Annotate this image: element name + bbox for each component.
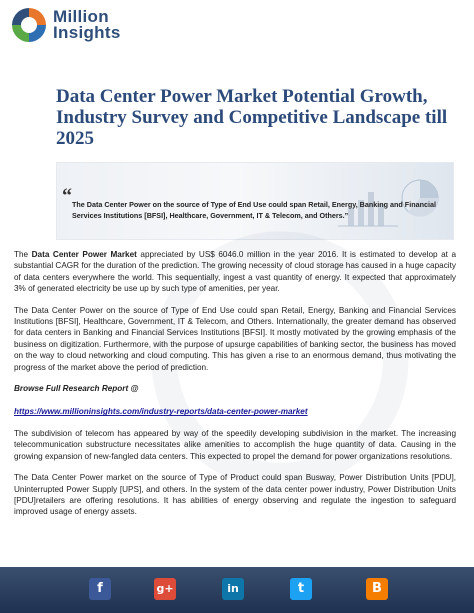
logo-line-1: Million <box>53 7 109 26</box>
paragraph-end-use: The Data Center Power on the source of Type of End Use could span Retail, Energy, Banking and Financial Services Institutions [BFSI], Healthcare, Government, IT & Telecom, and Others. Internationally, the greater demand has observed for data centers in Banking and Financial Services Institutions [BFSI]. It mostly motivated by the growing emphasis of the business on digitization. Furthermore, with the purpose of upsurge capabilities of banking sector, the business has moved on the way to cloud networking and cloud computing. This has given a rise to an enormous demand, thus motivating the progress of the market above the period of prediction. <box>14 305 456 372</box>
logo-line-2: Insights <box>53 23 121 42</box>
quote-banner <box>56 162 454 240</box>
blogger-icon[interactable]: B <box>366 578 388 600</box>
page-title: Data Center Power Market Potential Growth, Industry Survey and Competitive Landscape till 2025 <box>56 86 448 149</box>
open-quote-icon: “ <box>62 185 72 207</box>
company-logo <box>10 6 121 44</box>
linkedin-icon[interactable]: in <box>222 578 244 600</box>
paragraph-product: The Data Center Power market on the source of Type of Product could span Busway, Power Distribution Units [PDU], Uninterrupted Power Supply [UPS], and others. In the system of the data center power industry, Power Distribution Units [PDU]retailers are offering resolutions. It has abilities of energy observing and regulate the ingestion to safeguard improved usage of energy assets. <box>14 473 456 517</box>
report-link-line <box>14 406 456 417</box>
facebook-icon[interactable]: f <box>89 578 111 600</box>
paragraph-telecom: The subdivision of telecom has appeared by way of the speedily developing subdivision in the market. The increasing telecommunication substructure necessitates alike amenities to accomplish the huge quantity of data. Causing in the growing expansion of new-fangled data centers. This expected to propel the demand for power organizations resolutions. <box>14 428 456 461</box>
browse-report-label: Browse Full Research Report @ <box>14 384 139 394</box>
footer-bar <box>0 567 474 613</box>
paragraph-intro: The Data Center Power Market appreciated by US$ 6046.0 million in the year 2016. It is estimated to develop at a substantial CAGR for the duration of the prediction. The growing necessity of cloud storage has caused in a huge capacity of data centers everywhere the world. This sequentially, ingest a vast quantity of energy. It expected that approximately 3% of generated electricity be use up by such type of amenities, per year. <box>14 250 457 294</box>
banner-quote-text: The Data Center Power on the source of Type of End Use could span Retail, Energy, Banking and Financial Services Institutions [BFSI], Healthcare, Government, IT & Telecom, and Others.” <box>72 200 436 220</box>
report-link[interactable]: https://www.millioninsights.com/industry-reports/data-center-power-market <box>14 407 308 417</box>
article-body <box>14 249 456 528</box>
google-plus-icon[interactable]: g+ <box>154 578 176 600</box>
logo-mark-icon <box>10 6 48 44</box>
twitter-icon[interactable]: t <box>290 578 312 600</box>
market-name: Data Center Power Market <box>31 250 137 259</box>
